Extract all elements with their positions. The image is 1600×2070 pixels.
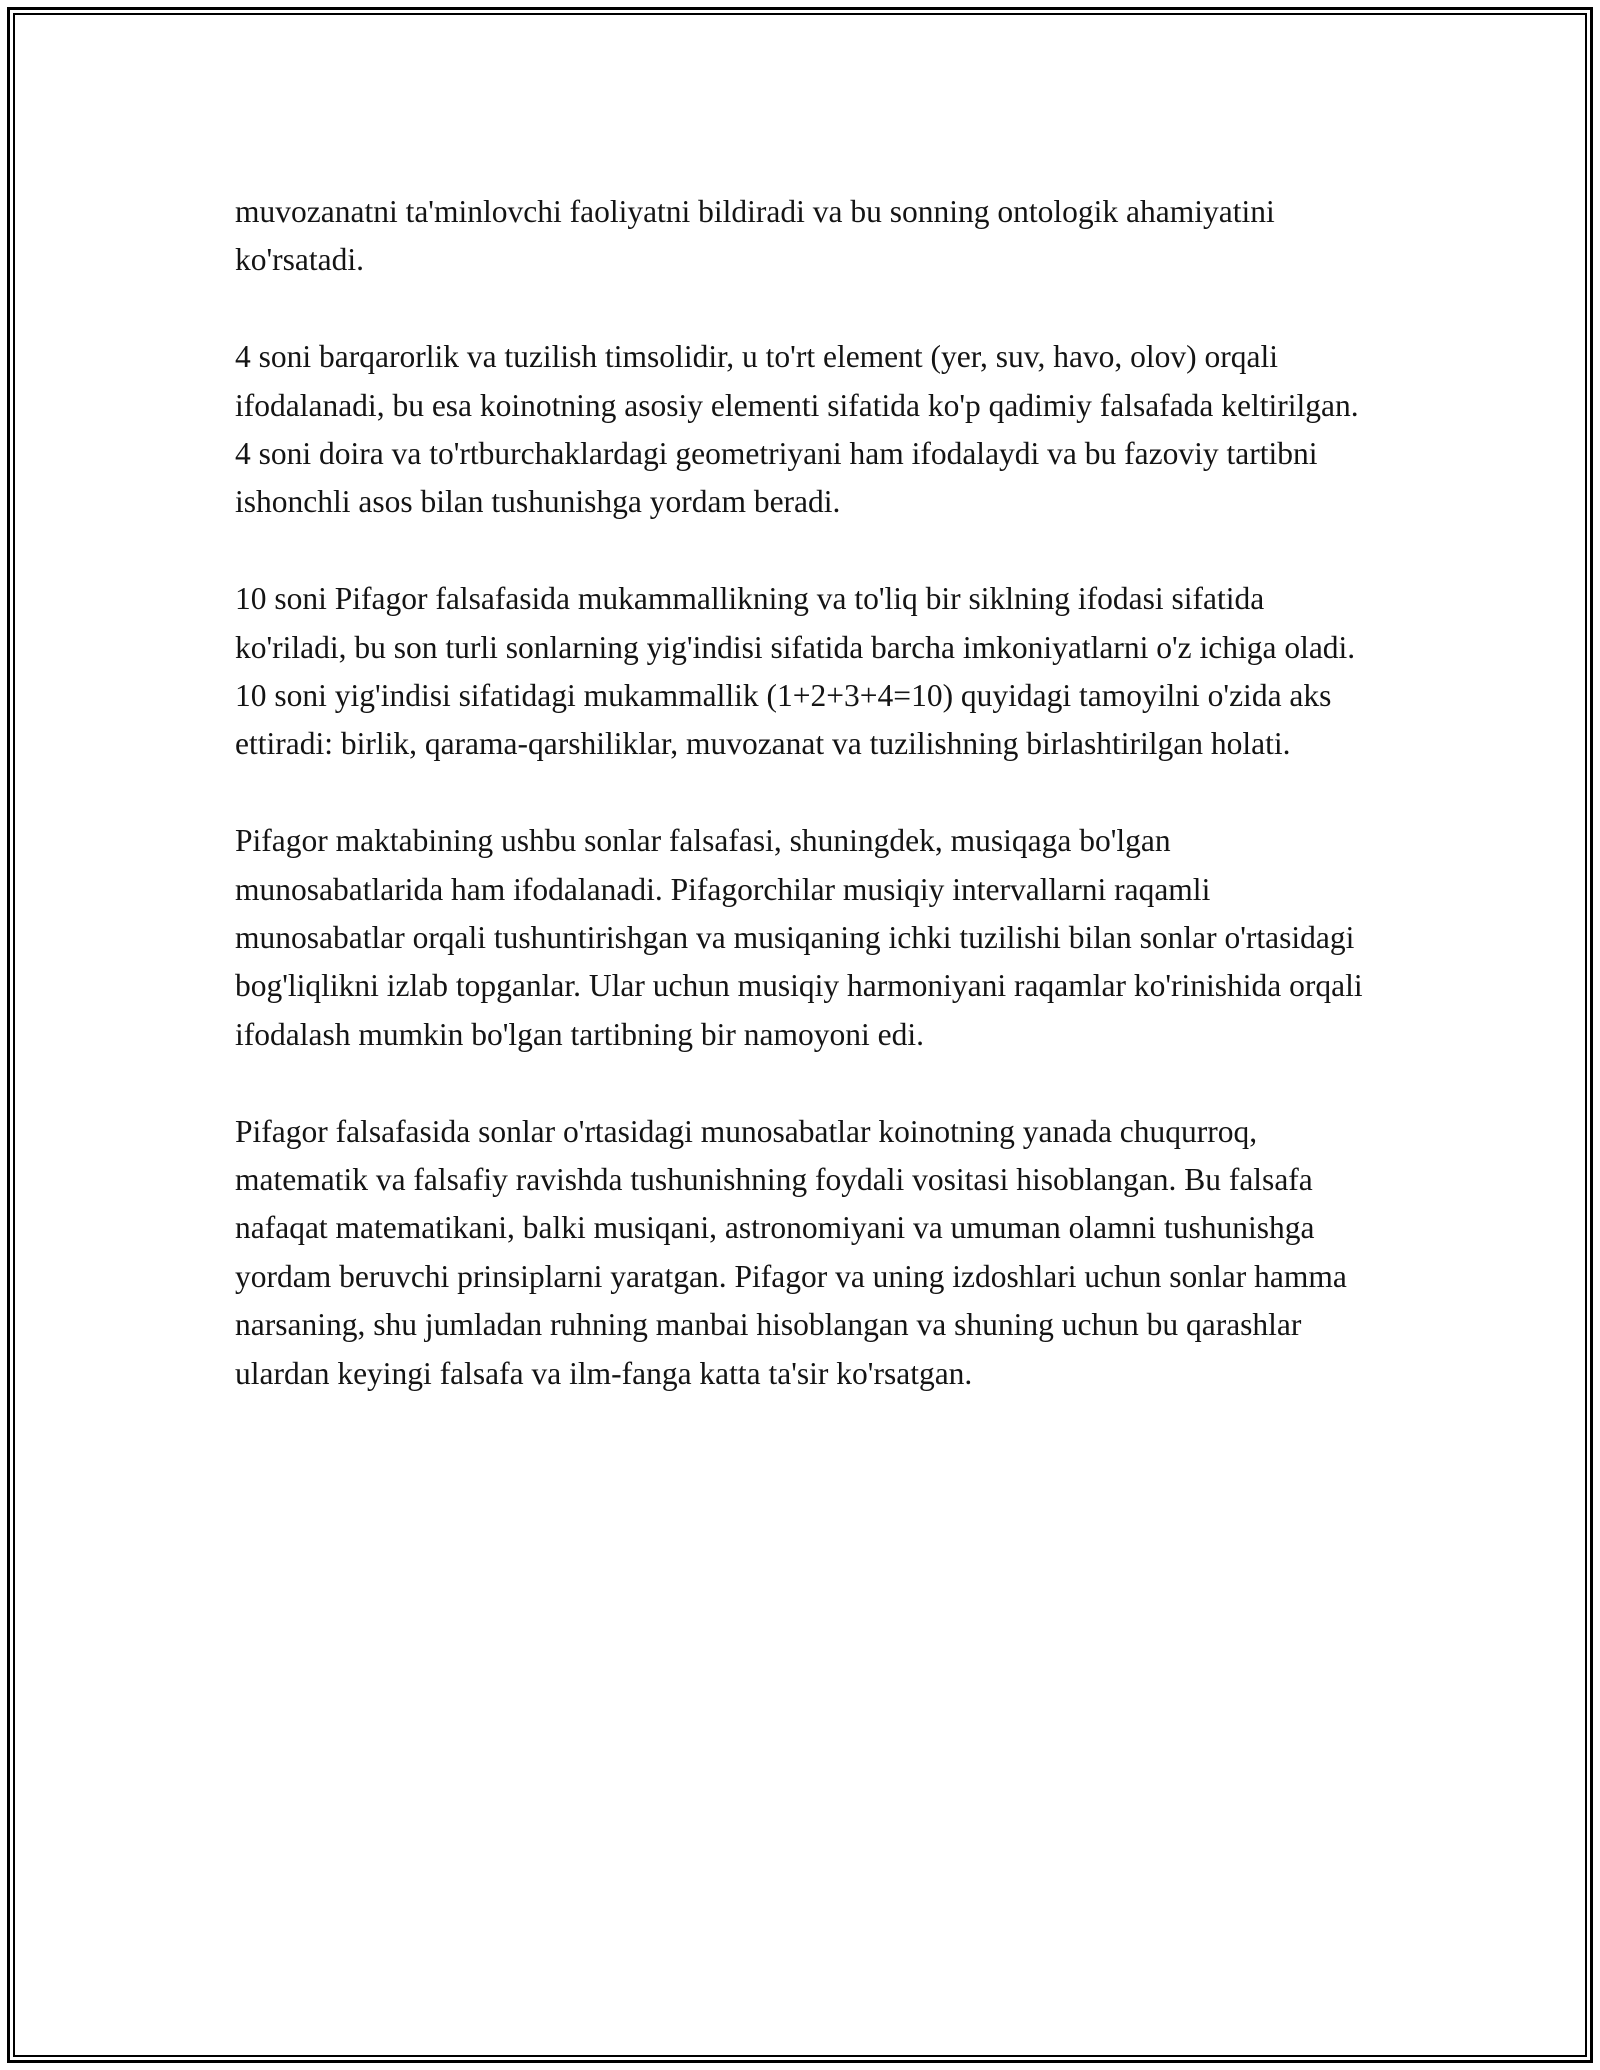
paragraph-3: 10 soni Pifagor falsafasida mukammallikning va to'liq bir siklning ifodasi sifatida ko'riladi, bu son turli sonlarning yig'indisi sifatida barcha imkoniyatlarni o'z ichiga oladi. 10 soni yig'indisi sifatidagi mukammallik (1+2+3+4=10) quyidagi tamoyilni o'zida aks ettiradi: birlik, qarama-qarshiliklar, muvozanat va tuzilishning birlashtirilgan holati.	[235, 581, 1356, 762]
paragraph-1: muvozanatni ta'minlovchi faoliyatni bildiradi va bu sonning ontologik ahamiyatini ko'rsatadi.	[235, 194, 1275, 278]
page-body	[235, 188, 1375, 1446]
paragraph-4: Pifagor maktabining ushbu sonlar falsafasi, shuningdek, musiqaga bo'lgan munosabatlarida ham ifodalanadi. Pifagorchilar musiqiy intervallarni raqamli munosabatlar orqali tushuntirishgan va musiqaning ichki tuzilishi bilan sonlar o'rtasidagi bog'liqlikni izlab topganlar. Ular uchun musiqiy harmoniyani raqamlar ko'rinishida orqali ifodalash mumkin bo'lgan tartibning bir namoyoni edi.	[235, 823, 1363, 1052]
paragraph-2: 4 soni barqarorlik va tuzilish timsolidir, u to'rt element (yer, suv, havo, olov) orqali ifodalanadi, bu esa koinotning asosiy elementi sifatida ko'p qadimiy falsafada keltirilgan. 4 soni doira va to'rtburchaklardagi geometriyani ham ifodalaydi va bu fazoviy tartibni ishonchli asos bilan tushunishga yordam beradi.	[235, 339, 1359, 520]
paragraph-5: Pifagor falsafasida sonlar o'rtasidagi munosabatlar koinotning yanada chuqurroq, matematik va falsafiy ravishda tushunishning foydali vositasi hisoblangan. Bu falsafa nafaqat matematikani, balki musiqani, astronomiyani va umuman olamni tushunishga yordam beruvchi prinsiplarni yaratgan. Pifagor va uning izdoshlari uchun sonlar hamma narsaning, shu jumladan ruhning manbai hisoblangan va shuning uchun bu qarashlar ulardan keyingi falsafa va ilm-fanga katta ta'sir ko'rsatgan.	[235, 1113, 1347, 1391]
